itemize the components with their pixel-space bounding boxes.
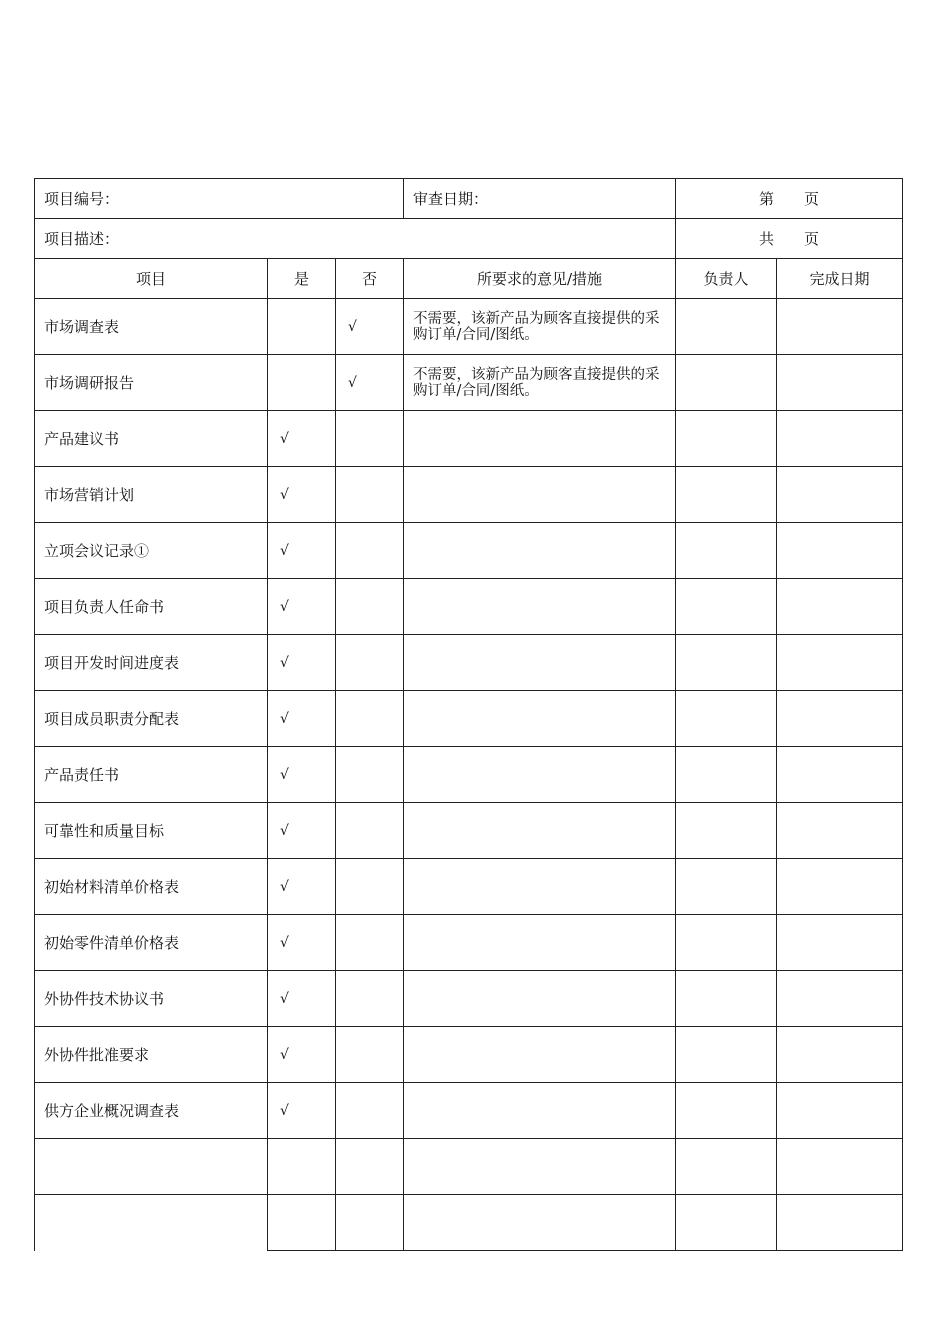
owner-cell [676,1195,777,1251]
owner-cell [676,691,777,747]
item-cell: 初始材料清单价格表 [35,859,268,915]
col-header-owner: 负责人 [676,259,777,299]
table-row [35,467,903,523]
yes-check-cell: √ [268,635,336,691]
due-date-cell [777,915,903,971]
owner-cell [676,635,777,691]
checklist-table [34,178,903,1251]
yes-check-cell: √ [268,971,336,1027]
no-check-cell [336,691,404,747]
no-check-cell: √ [336,299,404,355]
due-date-cell [777,467,903,523]
due-date-cell [777,1195,903,1251]
yes-check-cell [268,299,336,355]
opinion-cell [404,411,676,467]
table-row [35,579,903,635]
header-row-project-desc [35,219,903,259]
table-row [35,1083,903,1139]
project-no-label: 项目编号： [35,179,404,219]
header-row-project-no [35,179,903,219]
opinion-cell [404,467,676,523]
page-number-cell [676,179,903,219]
owner-cell [676,299,777,355]
no-check-cell [336,1139,404,1195]
opinion-cell [404,523,676,579]
due-date-cell [777,635,903,691]
owner-cell [676,915,777,971]
due-date-cell [777,747,903,803]
col-header-yes: 是 [268,259,336,299]
owner-cell [676,1083,777,1139]
opinion-cell [404,915,676,971]
table-row [35,1027,903,1083]
item-cell: 市场调研报告 [35,355,268,411]
review-checklist-sheet [34,178,902,1251]
opinion-cell [404,803,676,859]
no-check-cell [336,411,404,467]
yes-check-cell [268,355,336,411]
opinion-cell [404,1027,676,1083]
opinion-cell: 不需要，该新产品为顾客直接提供的采购订单/合同/图纸。 [404,355,676,411]
owner-cell [676,803,777,859]
due-date-cell [777,1083,903,1139]
total-label-suffix: 页 [804,230,820,248]
table-row [35,803,903,859]
review-date-label: 审查日期： [404,179,676,219]
project-desc-label: 项目描述： [35,219,676,259]
no-check-cell [336,579,404,635]
yes-check-cell [268,1139,336,1195]
no-check-cell [336,971,404,1027]
no-check-cell [336,859,404,915]
item-cell: 市场营销计划 [35,467,268,523]
due-date-cell [777,1027,903,1083]
opinion-cell [404,971,676,1027]
table-row [35,523,903,579]
owner-cell [676,747,777,803]
opinion-cell [404,859,676,915]
item-cell [35,1139,268,1195]
table-row [35,859,903,915]
owner-cell [676,467,777,523]
item-cell [35,1195,268,1251]
due-date-cell [777,971,903,1027]
no-check-cell [336,803,404,859]
item-cell: 供方企业概况调查表 [35,1083,268,1139]
page-label-prefix: 第 [759,190,775,208]
item-cell: 可靠性和质量目标 [35,803,268,859]
owner-cell [676,411,777,467]
item-cell: 外协件技术协议书 [35,971,268,1027]
opinion-cell [404,635,676,691]
col-header-opinion: 所要求的意见/措施 [404,259,676,299]
no-check-cell [336,1195,404,1251]
no-check-cell: √ [336,355,404,411]
table-row [35,635,903,691]
yes-check-cell: √ [268,859,336,915]
yes-check-cell: √ [268,411,336,467]
opinion-cell [404,579,676,635]
owner-cell [676,579,777,635]
column-header-row [35,259,903,299]
owner-cell [676,859,777,915]
owner-cell [676,1027,777,1083]
yes-check-cell: √ [268,1083,336,1139]
due-date-cell [777,411,903,467]
no-check-cell [336,635,404,691]
yes-check-cell: √ [268,803,336,859]
item-cell: 产品建议书 [35,411,268,467]
no-check-cell [336,747,404,803]
table-row [35,747,903,803]
item-cell: 项目开发时间进度表 [35,635,268,691]
opinion-cell [404,1139,676,1195]
due-date-cell [777,803,903,859]
opinion-cell [404,747,676,803]
table-row [35,971,903,1027]
item-cell: 项目成员职责分配表 [35,691,268,747]
table-row [35,411,903,467]
owner-cell [676,1139,777,1195]
col-header-item: 项目 [35,259,268,299]
no-check-cell [336,467,404,523]
yes-check-cell [268,1195,336,1251]
due-date-cell [777,523,903,579]
item-cell: 产品责任书 [35,747,268,803]
owner-cell [676,971,777,1027]
owner-cell [676,523,777,579]
no-check-cell [336,1027,404,1083]
yes-check-cell: √ [268,523,336,579]
table-row [35,355,903,411]
table-row [35,299,903,355]
total-pages-cell [676,219,903,259]
page-label-suffix: 页 [804,190,820,208]
due-date-cell [777,355,903,411]
table-row [35,915,903,971]
no-check-cell [336,523,404,579]
item-cell: 项目负责人任命书 [35,579,268,635]
due-date-cell [777,299,903,355]
item-cell: 市场调查表 [35,299,268,355]
yes-check-cell: √ [268,579,336,635]
item-cell: 外协件批准要求 [35,1027,268,1083]
yes-check-cell: √ [268,1027,336,1083]
col-header-due: 完成日期 [777,259,903,299]
table-row [35,1139,903,1195]
due-date-cell [777,691,903,747]
item-cell: 立项会议记录① [35,523,268,579]
opinion-cell [404,1195,676,1251]
opinion-cell [404,691,676,747]
table-row [35,1195,903,1251]
yes-check-cell: √ [268,691,336,747]
yes-check-cell: √ [268,915,336,971]
no-check-cell [336,1083,404,1139]
due-date-cell [777,859,903,915]
opinion-cell [404,1083,676,1139]
yes-check-cell: √ [268,467,336,523]
item-cell: 初始零件清单价格表 [35,915,268,971]
owner-cell [676,355,777,411]
table-row [35,691,903,747]
opinion-cell: 不需要，该新产品为顾客直接提供的采购订单/合同/图纸。 [404,299,676,355]
total-label-prefix: 共 [759,230,775,248]
yes-check-cell: √ [268,747,336,803]
col-header-no: 否 [336,259,404,299]
no-check-cell [336,915,404,971]
due-date-cell [777,1139,903,1195]
due-date-cell [777,579,903,635]
